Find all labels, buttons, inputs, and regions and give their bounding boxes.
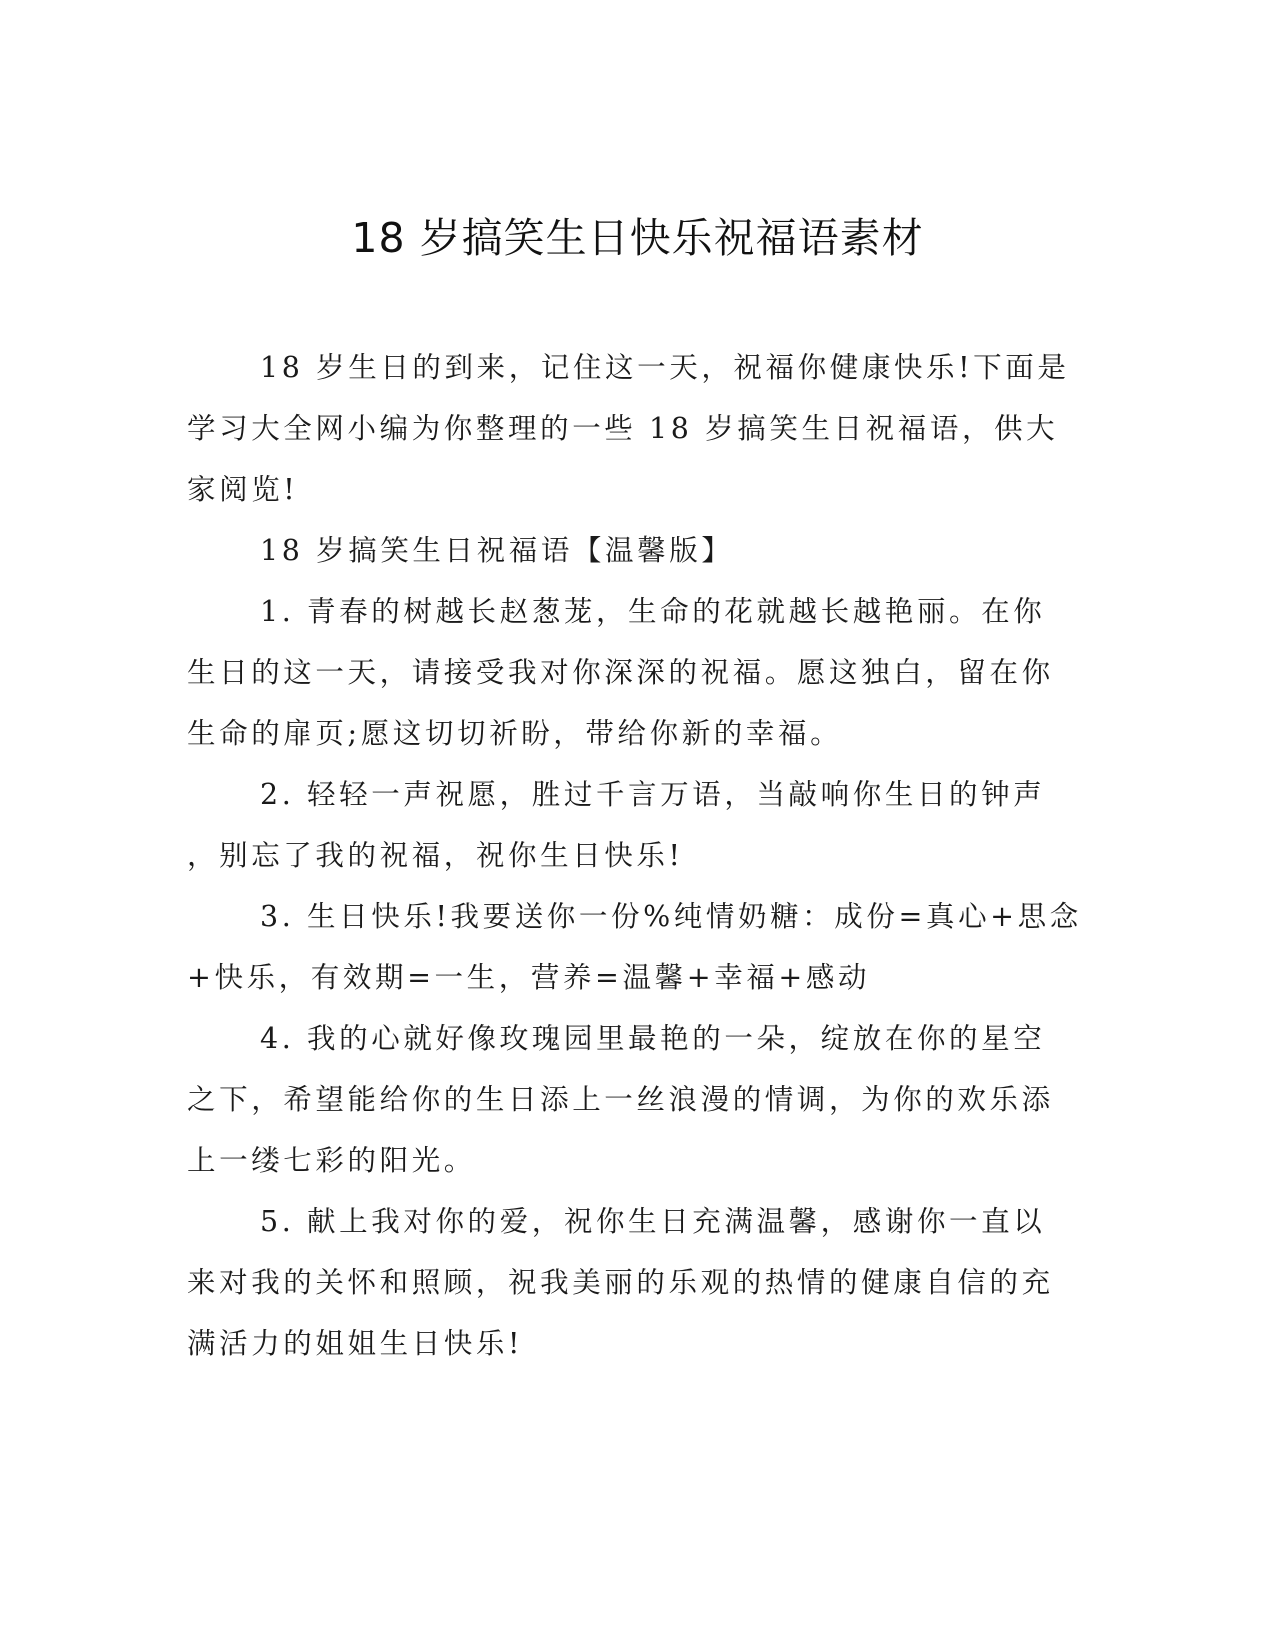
wish-line: 3. 生日快乐!我要送你一份%纯情奶糖：成份=真心+思念: [260, 900, 1082, 933]
wish-line: 生日的这一天，请接受我对你深深的祝福。愿这独白，留在你: [187, 656, 1054, 689]
section-heading-text: 18 岁搞笑生日祝福语【温馨版】: [260, 534, 734, 567]
wish-line: 上一缕七彩的阳光。: [187, 1144, 476, 1177]
section-heading: [187, 520, 1087, 581]
wish-line: 来对我的关怀和照顾，祝我美丽的乐观的热情的健康自信的充: [187, 1266, 1054, 1299]
wish-line: +快乐，有效期=一生，营养=温馨+幸福+感动: [187, 961, 871, 994]
wish-line: 5. 献上我对你的爱，祝你生日充满温馨，感谢你一直以: [260, 1205, 1046, 1238]
wish-line: 生命的扉页;愿这切切祈盼，带给你新的幸福。: [187, 717, 843, 750]
intro-paragraph: [187, 337, 1087, 520]
wish-line: ，别忘了我的祝福，祝你生日快乐!: [187, 839, 684, 872]
intro-line: 18 岁生日的到来，记住这一天，祝福你健康快乐!下面是: [260, 351, 1070, 384]
document-title: 18 岁搞笑生日快乐祝福语素材: [351, 214, 924, 262]
intro-line: 家阅览!: [187, 473, 299, 506]
wish-item-4: [187, 1008, 1087, 1191]
wish-item-1: [187, 581, 1087, 764]
wish-line: 4. 我的心就好像玫瑰园里最艳的一朵，绽放在你的星空: [260, 1022, 1046, 1055]
wish-item-2: [187, 764, 1087, 886]
wish-item-5: [187, 1191, 1087, 1374]
document-body: [187, 337, 1087, 1374]
wish-line: 2. 轻轻一声祝愿，胜过千言万语，当敲响你生日的钟声: [260, 778, 1046, 811]
wish-line: 之下，希望能给你的生日添上一丝浪漫的情调，为你的欢乐添: [187, 1083, 1054, 1116]
intro-line: 学习大全网小编为你整理的一些 18 岁搞笑生日祝福语，供大: [187, 412, 1059, 445]
wish-item-3: [187, 886, 1087, 1008]
wish-line: 满活力的姐姐生日快乐!: [187, 1327, 524, 1360]
wish-line: 1. 青春的树越长赵葱茏，生命的花就越长越艳丽。在你: [260, 595, 1046, 628]
